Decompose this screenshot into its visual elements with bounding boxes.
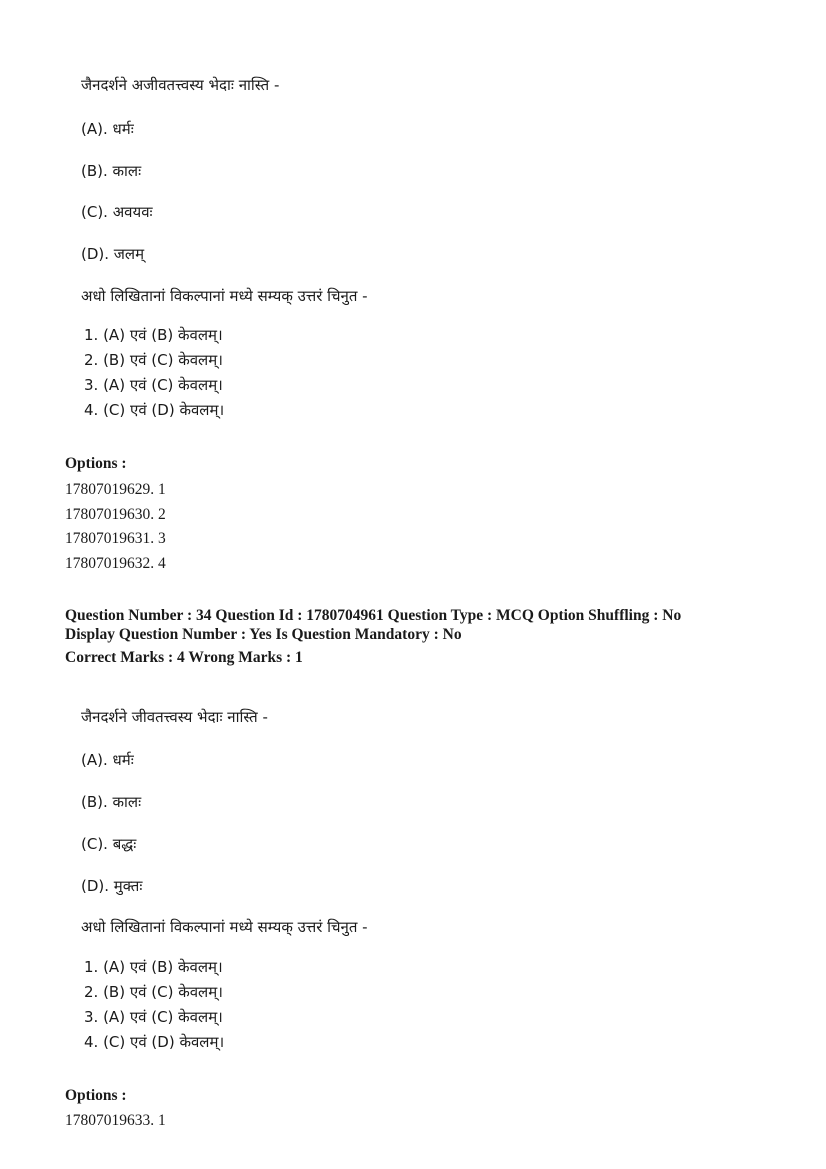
answer-item: 1. (A) एवं (B) केवलम्। xyxy=(84,326,223,344)
options-list xyxy=(65,1109,166,1134)
choice-b: (B). कालः xyxy=(81,162,142,180)
choice-c: (C). बद्धः xyxy=(81,835,137,853)
answer-list xyxy=(84,955,224,1055)
option-item: 17807019632. 4 xyxy=(65,554,166,572)
choice-d: (D). मुक्तः xyxy=(81,877,143,895)
option-item: 17807019629. 1 xyxy=(65,481,166,498)
answer-item: 2. (B) एवं (C) केवलम्। xyxy=(84,351,223,369)
answer-item: 4. (C) एवं (D) केवलम्। xyxy=(84,401,225,419)
answer-item: 4. (C) एवं (D) केवलम्। xyxy=(84,1033,225,1051)
answer-item: 3. (A) एवं (C) केवलम्। xyxy=(84,376,223,394)
option-item: 17807019630. 2 xyxy=(65,505,166,523)
option-item: 17807019631. 3 xyxy=(65,530,166,547)
question-meta-line2: Display Question Number : Yes Is Question Mandatory : No xyxy=(65,626,462,643)
options-list xyxy=(65,478,166,576)
instruction-text: अधो लिखितानां विकल्पानां मध्ये सम्यक् उत्तरं चिनुत - xyxy=(81,287,368,305)
question-marks: Correct Marks : 4 Wrong Marks : 1 xyxy=(65,649,303,666)
choice-b: (B). कालः xyxy=(81,793,142,811)
question-text: जैनदर्शने अजीवतत्त्वस्य भेदाः नास्ति - xyxy=(81,76,280,94)
option-item: 17807019633. 1 xyxy=(65,1112,166,1129)
answer-item: 2. (B) एवं (C) केवलम्। xyxy=(84,983,223,1001)
instruction-text: अधो लिखितानां विकल्पानां मध्ये सम्यक् उत्तरं चिनुत - xyxy=(81,918,368,936)
answer-item: 1. (A) एवं (B) केवलम्। xyxy=(84,958,223,976)
choice-a: (A). धर्मः xyxy=(81,751,134,769)
question-meta-line1: Question Number : 34 Question Id : 1780704961 Question Type : MCQ Option Shuffling : No xyxy=(65,607,682,624)
choice-c: (C). अवयवः xyxy=(81,203,153,221)
options-label: Options : xyxy=(65,1087,127,1104)
answer-item: 3. (A) एवं (C) केवलम्। xyxy=(84,1008,223,1026)
choice-d: (D). जलम् xyxy=(81,245,145,263)
options-label: Options : xyxy=(65,455,127,472)
choice-a: (A). धर्मः xyxy=(81,120,134,138)
answer-list xyxy=(84,323,224,423)
question-text: जैनदर्शने जीवतत्त्वस्य भेदाः नास्ति - xyxy=(81,708,268,726)
